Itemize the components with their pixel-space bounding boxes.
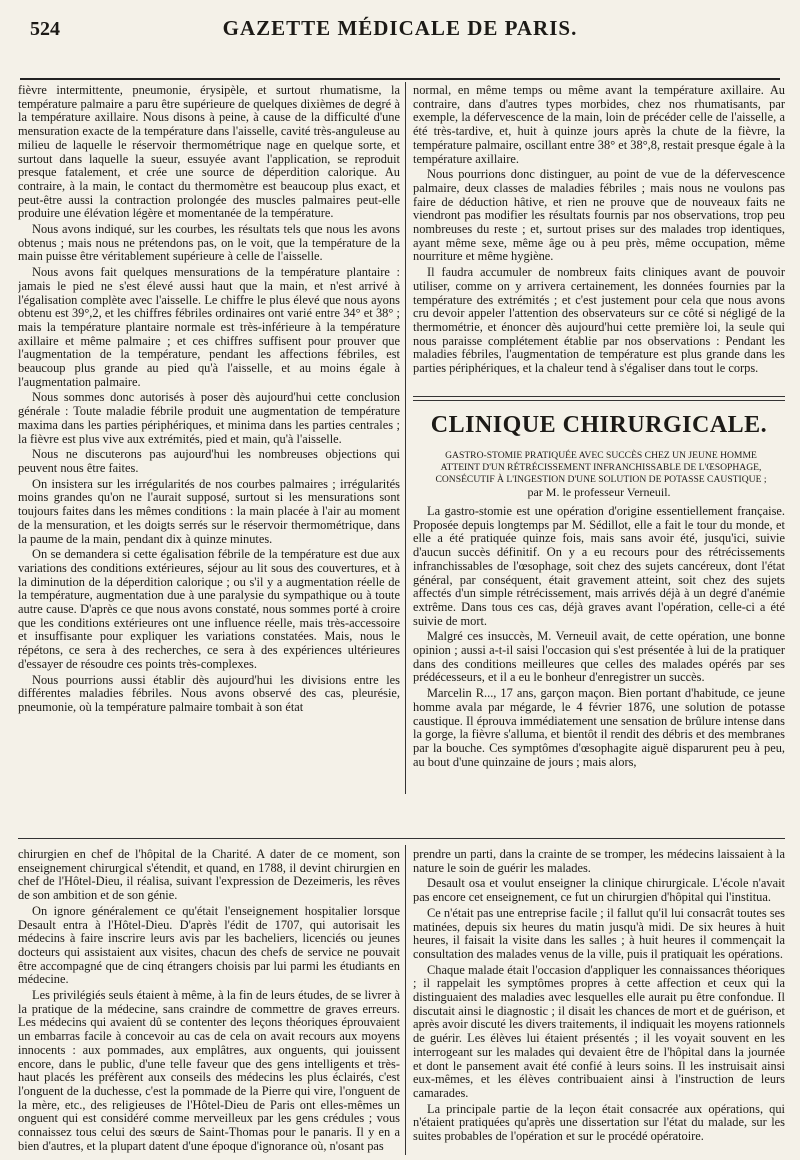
paragraph: chirurgien en chef de l'hôpital de la Charité. A dater de ce moment, son enseignement chirurgical s'étendit, et quand, en 1788, il devint chirurgien en chef de l'Hôtel-Dieu, il réalisa, suivant l'expression de Dezeimeris, les rêves de son ambition et de son génie.: [18, 848, 400, 903]
paragraph: Nous ne discuterons pas aujourd'hui les nombreuses objections qui peuvent nous être faites.: [18, 447, 400, 475]
paragraph: Nous avons fait quelques mensurations de la température plantaire : jamais le pied ne s'est élevé aussi haut que la main, et n'est arrivé à l'égalisation complète avec l'aisselle. Le chiffre le plus élevé que nous ayons obtenu est 39°,2, et les chiffres fébriles ordinaires ont varié entre 34° et 38° ; mais la température plantaire normale est très-inférieure à la température axillaire et même palmaire ; et ces chiffres suffisent pour prouver que l'augmentation de la température, pendant les affections fébriles, est beaucoup plus grande au pied qu'à l'aisselle, et au moins égale à l'augmentation palmaire.: [18, 265, 400, 389]
paragraph: On ignore généralement ce qu'était l'enseignement hospitalier lorsque Desault entra à l'Hôtel-Dieu. D'après l'édit de 1707, qui autorisait les médecins à faire inscrire leurs avis par les bacheliers, licenciés ou jeunes docteurs qui assistaient aux visites, chacun des chefs de service ne pouvait être accompagné que de cinq étrangers choisis par lui parmi les étudiants en médecine.: [18, 903, 400, 987]
paragraph: La gastro-stomie est une opération d'origine essentiellement française. Proposée depuis longtemps par M. Sédillot, elle a fait le tour du monde, et elle a été pratiquée quinze fois, mais sans avoir été, jusqu'ici, suivie d'aucun succès définitif. On y a eu recours pour des rétrécissements infranchissables de l'œsophage, soit chez des sujets cancéreux, dont l'état général, par conséquent, était gravement atteint, soit chez des sujets affectés d'un simple rétrécissement, mais arrivés déjà à un degré d'anémie extrême. Dans tous ces cas, déjà graves avant l'opération, celle-ci a été suivie de mort.: [413, 505, 785, 628]
section-heading: CLINIQUE CHIRURGICALE.: [430, 412, 768, 438]
column-divider: [405, 845, 406, 1155]
paragraph: Malgré ces insuccès, M. Verneuil avait, de cette opération, une bonne opinion ; aussi a-t-il saisi l'occasion qui s'est présentée à lui de la pratiquer dans des conditions meilleures que celles des malades opérés par ses prédécesseurs, et il a eu le bonheur d'enregistrer un succès.: [413, 629, 785, 685]
paragraph: fièvre intermittente, pneumonie, érysipèle, et surtout rhumatisme, la température palmaire a paru être supérieure de quelques dixièmes de degré à la température axillaire. Nous disons à peine, à cause de la difficulté d'une mensuration exacte de la température dans l'aisselle, cavité très-anguleuse au milieu de laquelle le réservoir thermométrique nage en quelque sorte, et surtout dans laquelle la sueur, essuyée avant l'application, se reproduit presque fatalement, et crée une source de déperdition calorique. Au contraire, à la main, le contact du thermomètre est beaucoup plus exact, et peut-être aussi la contraction prolongée des muscles palmaires peut-elle produire une élévation légère et momentanée de la température.: [18, 84, 400, 221]
article-subtitle: GASTRO-STOMIE PRATIQUÉE AVEC SUCCÈS CHEZ UN JEUNE HOMME ATTEINT D'UN RÉTRÉCISSEMENT INFRANCHISSABLE DE L'ŒSOPHAGE, CONSÉCUTIF À L'INGESTION D'UNE SOLUTION DE POTASSE CAUSTIQUE ;: [435, 450, 767, 485]
paragraph: Nous pourrions donc distinguer, au point de vue de la défervescence palmaire, deux classes de maladies fébriles ; mais nous ne voulons pas faire de déduction hâtive, et rien ne prouve que de nouveaux faits ne viendront pas modifier les résultats fournis par nos observations, trop peu nombreuses du reste ; et, surtout prises sur des malades trop identiques, ayant même sexe, même âge ou à peu près, même occupation, même nourriture et même hygiène.: [413, 167, 785, 264]
column-right-article: [413, 505, 785, 795]
running-title: GAZETTE MÉDICALE DE PARIS.: [222, 16, 578, 40]
column-right-top: [413, 84, 785, 388]
paragraph: prendre un parti, dans la crainte de se tromper, les médecins laissaient à la nature le soin de guérir les malades.: [413, 848, 785, 875]
section-rule: [413, 400, 785, 401]
column-left-bottom: [18, 848, 400, 1154]
feuilleton-rule: [18, 838, 785, 839]
column-left-top: [18, 84, 400, 796]
paragraph: normal, en même temps ou même avant la température axillaire. Au contraire, dans d'autres types morbides, chez nos rhumatisants, par exemple, la défervescence de la main, loin de précéder celle de l'aisselle, a été très-tardive, et, huit à quinze jours après la chute de la fièvre, la température palmaire, oscillant entre 38° et 38°,8, restait presque égale à la température axillaire.: [413, 84, 785, 166]
paragraph: Desault osa et voulut enseigner la clinique chirurgicale. L'école n'avait pas encore cet enseignement, ce fut un chirurgien d'hôpital qui l'institua.: [413, 876, 785, 905]
paragraph: Il faudra accumuler de nombreux faits cliniques avant de pouvoir utiliser, comme on y arrivera certainement, les données fournies par la température des extrémités ; et c'est justement pour cela que nous avons cru devoir appeler l'attention des observateurs sur ce côté si négligé de la thermométrie, et énoncer dès aujourd'hui cette première loi, la seule qui nous paraisse complétement établie par nos observations : Pendant les maladies fébriles, l'augmentation de température est plus grande dans les parties périphériques, et la chaleur tend à s'égaliser dans tout le corps.: [413, 265, 785, 376]
article-author: par M. le professeur Verneuil.: [527, 485, 671, 499]
paragraph: Chaque malade était l'occasion d'appliquer les connaissances théoriques ; il rappelait les symptômes propres à cette affection et ceux qui la distinguaient des maladies avec lesquelles elle aurait pu être confondue. Il discutait ainsi le diagnostic ; il disait les chances de mort et de guérison, et après avoir discuté les divers traitements, il indiquait les moyens rationnels de guérir. Les élèves lui étaient présentés ; il les voyait souvent en les interrogeant sur les malades qui devaient être de l'hôpital dans la journée et dont le pansement avait été confié à leurs soins. Il les instruisait ainsi eux-mêmes, et les élèves contribuaient ainsi à l'instruction de leurs camarades.: [413, 962, 785, 1100]
paragraph: La principale partie de la leçon était consacrée aux opérations, qui n'étaient pratiquées qu'après une dissertation sur l'état du malade, sur les suites probables de l'opération et sur le procédé opératoire.: [413, 1101, 785, 1144]
paragraph: Les privilégiés seuls étaient à même, à la fin de leurs études, de se livrer à la pratique de la médecine, sans craindre de commettre de graves erreurs. Les médecins qui avaient dû se contenter des leçons théoriques éprouvaient un embarras facile à concevoir au cas de cela on avait recours aux moyens innocents : aux pommades, aux emplâtres, aux onguents, qui jouissent encore, dans le public, d'une telle faveur que des gens intelligents et très-haut placés les préfèrent aux conseils des médecins les plus éclairés, c'est l'onguent de la duchesse, c'est la pommade de la Pierre qui vire, l'onguent de la mère, etc., des religieuses de l'Hôtel-Dieu de Paris ont elles-mêmes un onguent qui est considéré comme merveilleux par les gens crédules ; vous connaissez tous celui des sœurs de Saint-Thomas pour le panaris. Il y en a bien d'autres, et la plupart datent d'une époque d'ignorance où, n'osant pas: [18, 988, 400, 1153]
paragraph: Nous pourrions aussi établir dès aujourd'hui les divisions entre les différentes maladies fébriles. Nous avons observé des cas, pleurésie, pneumonie, où la température palmaire tombait à son état: [18, 672, 400, 714]
paragraph: On insistera sur les irrégularités de nos courbes palmaires ; irrégularités moins grandes qu'on ne l'aurait supposé, surtout si les mensurations sont toujours faites dans les mêmes conditions : la main placée à l'air au moment de la mensuration, et les doigts serrés sur le réservoir thermométrique, dans la paume de la main, pendant dix à quinze minutes.: [18, 476, 400, 546]
paragraph: Marcelin R..., 17 ans, garçon maçon. Bien portant d'habitude, ce jeune homme avala par mégarde, le 4 février 1876, une solution de potasse caustique. Il éprouva immédiatement une sensation de brûlure intense dans la gorge, la fièvre s'alluma, et bientôt il rendit des débris et des membranes par la bouche. Ces symptômes d'œsophagite aiguë disparurent peu à peu, au bout d'une quinzaine de jours ; mais alors,: [413, 686, 785, 769]
page-header: [20, 14, 780, 46]
column-right-bottom: [413, 848, 785, 1154]
column-divider: [405, 82, 406, 794]
page-number: 524: [30, 18, 60, 40]
paragraph: On se demandera si cette égalisation fébrile de la température est due aux variations des conditions extérieures, séjour au lit sous des couvertures, et à la diminution de la déperdition calorique ; ou s'il y a augmentation réelle de la température, augmentation due à une paralysie du sympathique ou à toute autre cause. D'après ce que nous avons constaté, nous sommes porté à croire que les conditions extérieures ont une influence réelle, mais très-accessoire et insuffisante pour expliquer les variations constatées. Mais, nous le répétons, ce sera à des recherches, ce sera à des expériences ultérieures d'essayer de résoudre ces points très-complexes.: [18, 547, 400, 671]
paragraph: Nous sommes donc autorisés à poser dès aujourd'hui cette conclusion générale : Toute maladie fébrile produit une augmentation de température maxima dans les parties périphériques, et minima dans les parties centrales ; la fièvre est plus vive aux extrémités, pied et main, qu'à l'aisselle.: [18, 390, 400, 446]
paragraph: Ce n'était pas une entreprise facile ; il fallut qu'il lui consacrât toutes ses matinées, depuis six heures du matin jusqu'à midi. De six heures à huit heures, il faisait la visite dans les salles ; à huit heures il commençait la consultation des malades venus de la ville, puis il pratiquait les opérations.: [413, 905, 785, 961]
paragraph: Nous avons indiqué, sur les courbes, les résultats tels que nous les avons obtenus ; mais nous ne prétendons pas, on le voit, que la température de la main puisse être véritablement supérieure à celle de l'aisselle.: [18, 222, 400, 264]
section-rule: [413, 396, 785, 397]
header-rule: [20, 78, 780, 80]
